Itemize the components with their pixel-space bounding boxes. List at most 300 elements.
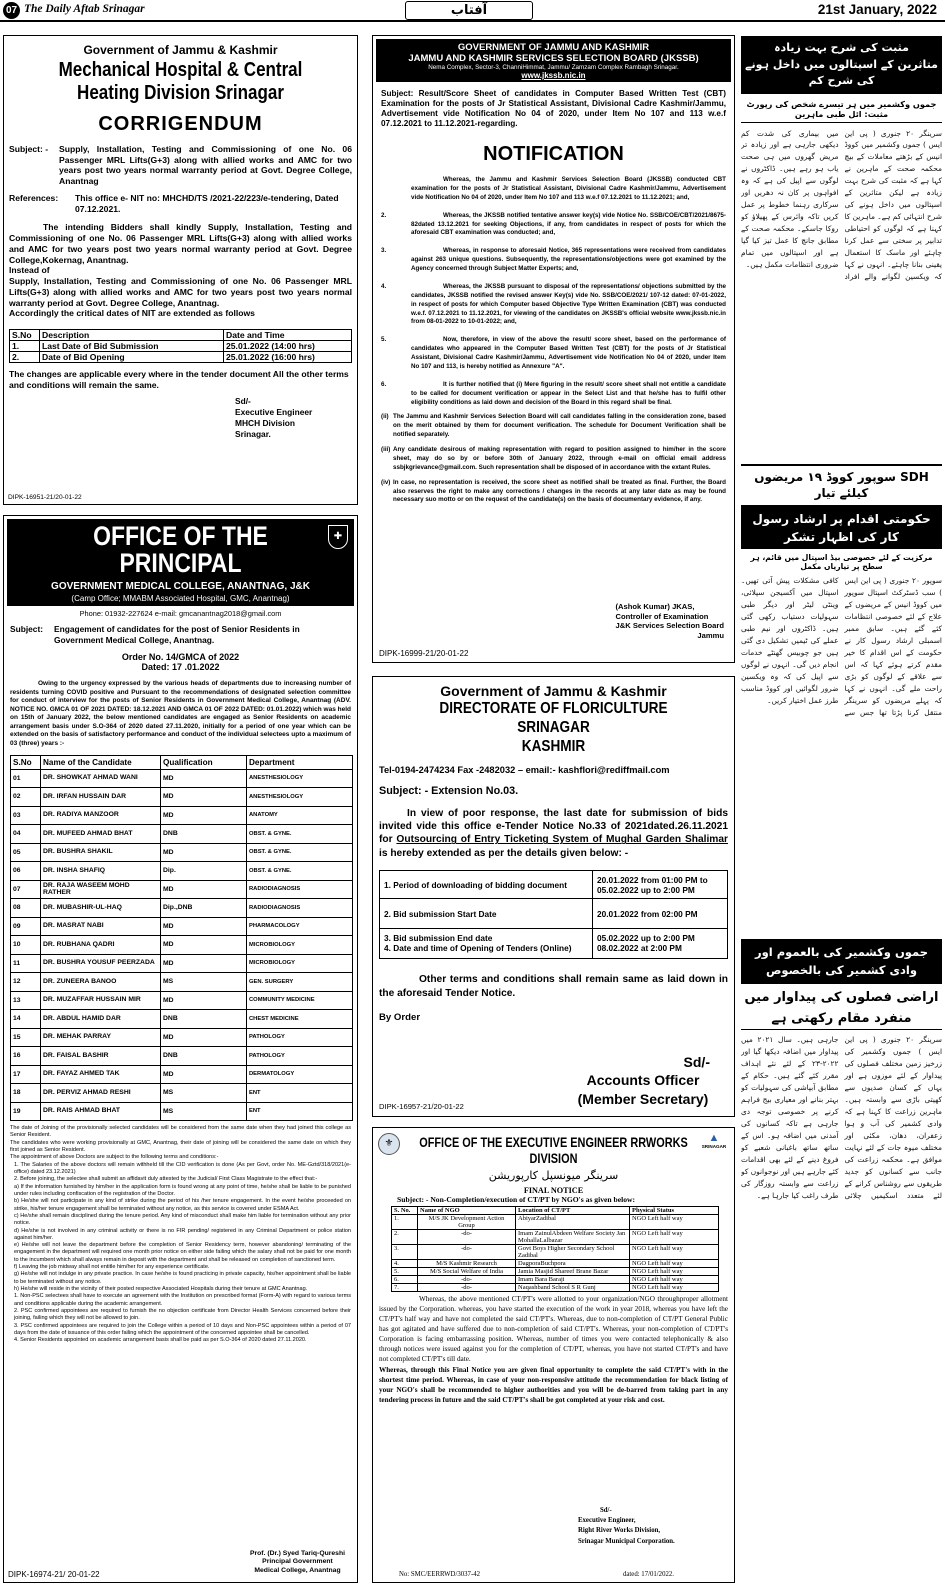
table-cell: 10	[11, 936, 41, 955]
urdu-h3a: جموں وکشمیر کی بالعموم اور وادی کشمیر کی بالخصوص	[755, 945, 928, 978]
th-sno: S.No	[10, 330, 40, 341]
table-cell: DR. MEHAK PARRAY	[41, 1028, 161, 1047]
rrw-dated: dated: 17/01/2022.	[623, 1571, 674, 1578]
sign-line: Sd/-	[683, 1054, 710, 1070]
smc-logo	[700, 1132, 728, 1149]
urdu-headline-3	[741, 939, 942, 984]
table-cell: M/S Social Welfare of India	[418, 1268, 516, 1276]
table-cell: 25.01.2022 (14:00 hrs)	[224, 341, 352, 352]
notification-paragraph	[381, 176, 726, 203]
table-cell: MD	[161, 806, 247, 825]
term-item: c) He/she shall remain disciplined during the tenure period. Any kind of misconduct shall make him liable for termination without any prior notice.	[14, 1212, 351, 1227]
table-cell: Date of Bid Opening	[40, 352, 224, 363]
table-cell: RADIODIAGNOSIS	[247, 880, 353, 899]
term-item: 1. The Salaries of the above doctors will remain withheld till the CID verification is done (As per Govt, order No. ME-Gztd/318/2021(e-office) dated 23.12.2021)	[14, 1161, 351, 1175]
term-item: a) If the information furnished by him/her in the application form is found wrong at any point of time, he/she shall be liable to be punished under rules including confiscation of the registration of the Doctor.	[14, 1183, 351, 1197]
table-cell: Dip.,DNB	[161, 899, 247, 918]
table-cell: 16	[11, 1047, 41, 1066]
mhch-body4: Accordingly the critical dates of NIT are extended as follows	[9, 308, 255, 319]
paragraph-text: The Jammu and Kashmir Services Selection Board will call candidates falling in the consideration zone, based on the merit obtained by them for document verification. The schedule for Document Verification shall be notified separately.	[393, 413, 726, 439]
table-cell: NGO Left half way	[630, 1215, 719, 1230]
table-row	[11, 1065, 353, 1084]
paragraph-number	[381, 176, 411, 203]
table-cell: MD	[161, 1028, 247, 1047]
table-cell: 07	[11, 880, 41, 899]
table-row	[11, 973, 353, 992]
gmc-table-body	[11, 769, 353, 1121]
urdu-h3b: اراضی فصلوں کی پیداوار میں منفرد مقام رکھتی ہے	[741, 988, 942, 1031]
sign-line: Executive Engineer	[235, 407, 313, 418]
table-row	[392, 1268, 719, 1276]
gmc-candidates-table	[10, 755, 353, 1122]
mhch-body1: The intending Bidders shall kindly Supply, Installation, Testing and Commissioning of one No. 06 Passenger MRL Lifts(G+3) along with allied works and AMC for two years post two years normal warranty period at Govt. Degree College,Kokernag, Anantnag.	[9, 222, 352, 265]
table-cell: GEN. SURGERY	[247, 973, 353, 992]
table-row	[392, 1276, 719, 1284]
sign-line: Principal Government	[262, 1558, 333, 1566]
paragraph-number: 3.	[381, 247, 387, 255]
table-cell: 03	[11, 806, 41, 825]
gmc-order-ad	[3, 515, 358, 1583]
table-cell: 2. Bid submission Start Date	[380, 899, 593, 929]
paragraph-number: (ii)	[381, 413, 389, 421]
table-row	[11, 825, 353, 844]
mhch-subject-label: Subject: -	[9, 144, 49, 154]
urdu-headline-1	[741, 36, 942, 94]
table-cell: MICROBIOLOGY	[247, 954, 353, 973]
mhch-govt: Government of Jammu & Kashmir	[83, 43, 278, 57]
mhch-body3: Supply, Installation, Testing and Commissioning of one No. 06 Passenger MRL Lifts(G+3) along with allied works and AMC for two years post two years normal warranty period at Govt. Degree College, Anantnag.	[9, 276, 352, 308]
page-header	[0, 0, 945, 22]
table-cell: 3. Bid submission End date 4. Date and time of Opening of Tenders (Online)	[380, 929, 593, 959]
jkssb-notification-ad	[372, 35, 735, 663]
table-cell: ENT	[247, 1084, 353, 1103]
table-cell: MD	[161, 769, 247, 788]
term-item: b) He/she will not participate in any kind of strike during the period of his /her tenure engagement. In the event he/she proceeded on strike, his/her tenure engagement shall be terminated without any notice, as this service is covered under ESMA Act.	[14, 1198, 351, 1212]
rrworks-notice-ad	[372, 1127, 735, 1583]
term-item: 2. PSC confirmed appointees are required to furnish the no objection certificate from Director Health Services concerned before their joining, failing which they will not be allowed to join.	[14, 1307, 351, 1322]
rrw-body-bold: Whereas, through this Final Notice you are given final opportunity to complete the said CT/PT's with in the shortest time period. Whereas, in case of your non-responsive attitude the recommendation for black listing of your NGO's shall be recommended to higher authorities and you will be de-barred from taking part in any tendering process in future and the said CT/PT's shall be got completed at your risk and cost.	[379, 1365, 728, 1404]
table-cell: -do-	[418, 1284, 516, 1292]
paragraph-text: It is further notified that (i) Mere figuring in the result/ score sheet shall not entitle a candidate to be called for document verification or appear in the Select List and that he/she has to fulfil other eligibility conditions as laid down and decision of the Board in this regard shall be final.	[411, 380, 726, 406]
table-cell: PATHOLOGY	[247, 1028, 353, 1047]
table-cell: 6.	[392, 1276, 418, 1284]
table-row	[11, 954, 353, 973]
table-cell: DR. FAISAL BASHIR	[41, 1047, 161, 1066]
term-item: d) He/she is not involved in any criminal activity or there is no FIR pending/ registered in any Criminal Department or police station against him/her.	[14, 1227, 351, 1241]
table-cell: DR. MASRAT NABI	[41, 917, 161, 936]
table-cell: 15	[11, 1028, 41, 1047]
table-cell: DagporaBuchpora	[516, 1260, 630, 1268]
urdu-h2a: SDH سوپور کووڈ ۱۹ مریضوں کیلئے تیار	[754, 469, 929, 501]
sign-line: Medical College, Anantnag	[254, 1567, 341, 1575]
table-row	[11, 899, 353, 918]
table-row	[11, 880, 353, 899]
mhch-title: Mechanical Hospital & Central Heating Division Srinagar	[58, 59, 303, 104]
table-cell: 18	[11, 1084, 41, 1103]
table-cell: DR. IRFAN HUSSAIN DAR	[41, 788, 161, 807]
rrw-no: No: SMC/EERRWD/3037-42	[399, 1571, 481, 1578]
table-cell: M/S JK Development Action Group	[418, 1215, 516, 1230]
gmc-banner	[7, 519, 354, 606]
table-row	[11, 1102, 353, 1121]
th-status: Physical Status	[630, 1207, 719, 1215]
table-cell: 20.01.2022 from 02:00 PM	[593, 899, 728, 929]
table-cell: 3.	[392, 1245, 418, 1260]
table-cell: Govt Boys Higher Secondary School Zadibal	[516, 1245, 630, 1260]
table-cell: NGO Left half way	[630, 1260, 719, 1268]
gmc-intro: Owing to the urgency expressed by the various heads of departments due to increasing number of residents turning COVID positive and Pursuant to the recommendations of designated selection committee for conduct of interview for the posts of Senior Residents in Government Medical College, Anantnag (ADV. NOTICE NO. GMCA 01 OF 2021 DATED: 18.12.2021 AND GMCA 01 OF 2022 DATED: 01.01.2022) which was held on 15th of January 2022, the below mentioned candidates are engaged as Senior Residents on academic arrangement basis under S.O-364 of 2020 dated 27.11.2020, initially for a period of one year which can be extended on the basis of satisfactory performance and conduct of the individual selectees upto a maximum of 03 (three) years :-	[10, 680, 351, 748]
jkssb-paragraphs	[373, 176, 734, 505]
urdu-article-1: سرینگر ۲۰ جنوری ( پی این ایس ) جموں وکشمیر میں کووڈ انیس کے بڑھتے معاملات کے بیچ محکمہ صحت کے ماہرین نے کہا ہے کہ مثبت کی شرح بہت زیادہ ہے لیکن متاثرین کے اسپتالوں میں داخل ہونے کی شرح انتہائی کم ہے۔ ماہرین کا کہنا ہے کہ لوگوں کو احتیاطی تدابیر پر سختی سے عمل کرنا چاہئے اور ماسک کا استعمال یقینی بنانا چاہئے۔ انہوں نے کہا کہ ویکسین لگوانے والے افراد میں بیماری کی شدت کم دیکھی جارہی ہے اور زیادہ تر مریض گھروں میں ہی صحت یاب ہو رہے ہیں۔ ڈاکٹروں نے لوگوں سے اپیل کی ہے کہ وہ افواہوں پر کان نہ دھریں اور سرکاری رہنما خطوط پر عمل کریں تاکہ وائرس کے پھیلاؤ کو روکا جاسکے۔ محکمہ صحت کے مطابق جانچ کا عمل تیز کیا گیا ہے اور اسپتالوں میں تمام ضروری انتظامات مکمل ہیں۔	[741, 128, 942, 282]
table-cell: DNB	[161, 825, 247, 844]
gmc-title: OFFICE OF THE PRINCIPAL	[93, 521, 268, 578]
table-cell: MD	[161, 917, 247, 936]
rrw-ngo-table	[391, 1206, 719, 1292]
urdu-article-2: سوپور ۲۰ جنوری ( پی این ایس ) سب ڈسٹرکٹ اسپتال سوپور میں کووڈ انیس کے مریضوں کے علاج کے لئے خصوصی انتظامات کئے گئے ہیں۔ سابق ممبر اسمبلی ارشاد رسول کار نے حکومت کے اس اقدام کا خیر مقدم کرتے ہوئے کہا کہ اس سے علاقے کے لوگوں کو بڑی راحت ملے گی۔ انہوں نے کہا کہ پہلے مریضوں کو سرینگر منتقل کرنا پڑتا تھا جس سے کافی مشکلات پیش آتی تھیں۔ اسپتال میں آکسیجن سپلائی، وینٹی لیٹر اور دیگر طبی سہولیات دستیاب رکھی گئی ہیں۔ ڈاکٹروں اور نیم طبی عملے کی ٹیمیں تشکیل دی گئی ہیں جو چوبیس گھنٹے خدمات انجام دیں گی۔ انہوں نے لوگوں سے اپیل کی کہ وہ ویکسین ضرور لگوائیں اور کووڈ مناسب طرز عمل اختیار کریں۔	[741, 576, 942, 717]
table-cell: 08	[11, 899, 41, 918]
gmc-emblem-icon: ✚	[328, 525, 348, 549]
jkssb-board: JAMMU AND KASHMIR SERVICES SELECTION BOARD (JKSSB)	[408, 53, 699, 64]
gmc-subject-label: Subject:	[10, 624, 44, 634]
sign-line: (Ashok Kumar) JKAS,	[615, 602, 695, 611]
jkssb-govt: GOVERNMENT OF JAMMU AND KASHMIR	[457, 42, 650, 53]
table-row	[11, 862, 353, 881]
table-cell: Naqashband School S R Gunj	[516, 1284, 630, 1292]
term-item: The date of Joining of the provisionally selected candidates will be considered from the same date when they had joined this college as Senior Resident.	[10, 1125, 351, 1139]
flori-subject: Subject: - Extension No.03.	[379, 784, 519, 797]
table-cell: MD	[161, 954, 247, 973]
gmc-phone: Phone: 01932-227624 e-mail: gmcanantnag2018@gmail.com	[79, 609, 282, 618]
table-row	[11, 806, 353, 825]
paragraph-number: 2.	[381, 211, 387, 219]
table-cell: OBST. & GYNE.	[247, 843, 353, 862]
table-cell: MS	[161, 973, 247, 992]
table-cell: 20.01.2022 from 01:00 PM to 05.02.2022 up to 2:00 PM	[593, 871, 728, 899]
mhch-dates-table	[9, 329, 352, 363]
rrw-body: Whereas, the above mentioned CT/PT's were allotted to your organization/NGO throughproper allotment issued by the Corporation. whereas, you have started the execution of the work in year 2018, whereas you have left the CT/PT's half way and have not completed the said CT/PT's. Whereas, due to non-completion of CT/PT General Public has got agitated and have suffered due to non-completion of said CT/PT's. Whereas, your non-completion of CT/PT's Corporation is facing embarrassing position. Whereas, number of times you were contacted telephonically & also through notices were issued against you for the completion of CT/PT, whereas, you have not started CT/PT's and have not completed CT/PT's till date.	[379, 1295, 728, 1364]
flori-dir1: DIRECTORATE OF FLORICULTURE SRINAGAR	[439, 700, 668, 737]
rrw-subject: Subject: - Non-Completion/execution of CT/PT by NGO's as given below:	[397, 1195, 636, 1204]
gmc-signature	[250, 1550, 345, 1576]
th-name: Name of the Candidate	[41, 755, 161, 769]
table-cell: Last Date of Bid Submission	[40, 341, 224, 352]
flori-dipk: DIPK-16957-21/20-01-22	[379, 1102, 464, 1111]
smc-logo-icon: ▲	[708, 1132, 720, 1144]
sign-line: Srinagar Municipal Corporation.	[578, 1537, 675, 1545]
issue-date: 21st January, 2022	[817, 2, 937, 17]
table-cell: DR. MUFEED AHMAD BHAT	[41, 825, 161, 844]
table-cell: 19	[11, 1102, 41, 1121]
table-row	[11, 1010, 353, 1029]
paragraph-number: 6.	[381, 380, 387, 388]
mhch-ref: This office e- NIT no: MHCHD/TS /2021-22/223/e-tendering, Dated 07.12.2021.	[75, 192, 339, 214]
mhch-signature	[235, 396, 352, 440]
mhch-body2: Instead of	[9, 265, 50, 276]
gmc-sub: GOVERNMENT MEDICAL COLLEGE, ANANTNAG, J&K	[51, 581, 310, 592]
flori-other: Other terms and conditions shall remain same as laid down in the aforesaid Tender Notice.	[379, 974, 728, 999]
urdu-article-3: سرینگر ۲۰ جنوری ( پی این ایس ) جموں وکشمیر کی زرخیز زمین مختلف فصلوں کی پیداوار کے لئے موزوں ہے اور یہاں کے کسان صدیوں سے کھیتی باڑی سے وابستہ ہیں۔ ماہرین زراعت کا کہنا ہے کہ وادی کشمیر کی آب و ہوا زعفران، دھان، مکئی اور مختلف میوہ جات کے لئے نہایت موافق ہے۔ محکمہ زراعت کی جانب سے کسانوں کو جدید طریقوں سے روشناس کرانے کے لئے متعدد اسکیمیں چلائی جارہی ہیں۔ سال ۲۰۲۱ میں پیداوار میں اضافہ دیکھا گیا اور ۲۰۲۲-۲۳ کے لئے نئے اہداف مقرر کئے گئے ہیں۔ حکام کے مطابق آبپاشی کی سہولیات کو بہتر بنانے اور معیاری بیج فراہم کرنے پر خصوصی توجہ دی جارہی ہے تاکہ کسانوں کی آمدنی میں اضافہ ہو۔ اس کے ساتھ ساتھ باغبانی شعبے کو فروغ دینے کے لئے بھی اقدامات کئے جارہے ہیں اور نوجوانوں کو زراعت سے وابستہ روزگار کی طرف راغب کیا جارہا ہے۔	[741, 1035, 942, 1201]
jkssb-heading: NOTIFICATION	[483, 143, 624, 165]
table-cell: MS	[161, 1084, 247, 1103]
jkssb-addr: Nema Complex, Sector-3, ChanniHimmat, Jammu/ Zamzam Complex Rambagh Srinagar.	[428, 64, 679, 71]
table-cell: Imam Bara Baraji	[516, 1276, 630, 1284]
paper-name: The Daily Aftab Srinagar	[24, 3, 145, 15]
table-cell: 05	[11, 843, 41, 862]
table-cell: NGO Left half way	[630, 1268, 719, 1276]
table-cell: Jamia Masjid Shareef Brane Bazar	[516, 1268, 630, 1276]
table-row	[11, 788, 353, 807]
term-item: The appointment of above Doctors are subject to the following terms and conditions:-	[10, 1154, 219, 1161]
rrw-table-body	[392, 1215, 719, 1292]
gmc-order-no: Order No. 14/GMCA of 2022	[121, 652, 240, 662]
gmc-dated: Dated: 17 .01.2022	[141, 662, 220, 672]
flori-tel: Tel-0194-2474234 Fax -2482032 – email:- kashflori@rediffmail.com	[379, 764, 670, 775]
table-cell: -do-	[418, 1230, 516, 1245]
table-cell: MD	[161, 991, 247, 1010]
table-cell: DERMATOLOGY	[247, 1065, 353, 1084]
th-sno: S. No.	[392, 1207, 418, 1215]
masthead-logo: آفتاب	[405, 1, 533, 20]
table-cell: NGO Left half way	[630, 1230, 719, 1245]
table-cell: CHEST MEDICINE	[247, 1010, 353, 1029]
table-cell: MD	[161, 936, 247, 955]
gmc-subject: Engagement of candidates for the post of Senior Residents in Government Medical College, Anantnag.	[54, 624, 300, 645]
sign-line: Sd/-	[235, 396, 251, 407]
table-cell: -do-	[418, 1245, 516, 1260]
notification-paragraph	[381, 413, 726, 440]
urdu-news-column	[741, 26, 942, 1583]
table-cell: 04	[11, 825, 41, 844]
paragraph-number: 4.	[381, 282, 387, 290]
table-cell: 14	[11, 1010, 41, 1029]
table-cell: Dip.	[161, 862, 247, 881]
table-cell: DR. ABDUL HAMID DAR	[41, 1010, 161, 1029]
table-cell: MICROBIOLOGY	[247, 936, 353, 955]
table-cell: 4.	[392, 1260, 418, 1268]
flori-dir2: KASHMIR	[521, 738, 586, 756]
th-date: Date and Time	[224, 330, 352, 341]
table-cell: OBST. & GYNE.	[247, 825, 353, 844]
jkssb-banner	[376, 39, 731, 82]
table-cell: DR. ZUNEERA BANOO	[41, 973, 161, 992]
table-cell: DR. RADIYA MANZOOR	[41, 806, 161, 825]
flori-signature	[558, 1053, 728, 1108]
table-cell: 7.	[392, 1284, 418, 1292]
notification-paragraph	[381, 479, 726, 506]
sign-line: Sd/-	[600, 1507, 612, 1514]
paragraph-text: Whereas, the Jammu and Kashmir Services Selection Board (JKSSB) conducted CBT examination for the posts of Jr Statistical Assistant, Divisional Cadre Kashmir/Jammu, Advertisement vide Notification No 04 of 2020, under Item No 107 and 113 w.e.f 07.12.2021 to 11.12.2021; and,	[411, 176, 726, 201]
table-cell: M/S Kashmir Research	[418, 1260, 516, 1268]
notification-paragraph	[381, 336, 726, 372]
flori-by-order: By Order	[379, 1012, 421, 1024]
urdu-h1a: مثبت کی شرح بہت زیادہ	[774, 41, 909, 54]
mhch-corrigendum-ad	[3, 35, 358, 505]
mhch-dipk: DIPK-16951-21/20-01-22	[8, 494, 82, 501]
table-row	[11, 769, 353, 788]
notification-paragraph	[381, 283, 726, 327]
sign-line: Right River Works Division,	[578, 1527, 661, 1535]
sign-line: Controller of Examination	[615, 611, 709, 621]
mhch-closing: The changes are applicable every where in the tender document All the other terms and conditions will remain the same.	[9, 369, 349, 390]
table-cell: DR. BUSHRA SHAKIL	[41, 843, 161, 862]
paragraph-number: (iv)	[381, 478, 391, 486]
urdu-headline-2b	[741, 507, 942, 549]
term-item: e) He/she will not leave the department before the completion of Senior Residency term, however abandoning/ terminating of the engagement in the department will required one month prior notice on either side failing which the salary shall not be paid for one month to the incumbent which shall always remain in deposit with the department and shall be released on completion of sanctioned term.	[14, 1242, 351, 1263]
th-sno: S.No	[11, 755, 41, 769]
urdu-headline-2	[741, 464, 942, 508]
paragraph-text: Whereas, in response to aforesaid Notice, 365 representations were received from candidates against 263 unique questions. Subsequently, the representations/objections were got examined by the Agency concerned through Subject Matter Experts; and,	[411, 247, 726, 272]
sign-line: MHCH Division	[235, 418, 296, 429]
table-cell: MD	[161, 843, 247, 862]
rrw-final-notice: FINAL NOTICE	[523, 1186, 584, 1195]
table-cell: 1. Period of downloading of bidding document	[380, 871, 593, 899]
table-cell: 1.	[10, 341, 40, 352]
paragraph-number: 5.	[381, 336, 387, 344]
table-cell: Imam ZainulAbdeen Welfare Society Jan MohallaLalbazar	[516, 1230, 630, 1245]
notification-paragraph	[381, 247, 726, 274]
table-cell: -do-	[418, 1276, 516, 1284]
table-cell: AbiyarZadibal	[516, 1215, 630, 1230]
table-cell: DR. MUZAFFAR HUSSAIN MIR	[41, 991, 161, 1010]
table-cell: 1.	[392, 1215, 418, 1230]
flori-dates-table	[379, 870, 728, 959]
table-cell: 09	[11, 917, 41, 936]
jkssb-dipk: DIPK-16999-21/20-01-22	[379, 649, 469, 658]
table-cell: 13	[11, 991, 41, 1010]
paragraph-number: (iii)	[381, 446, 391, 453]
table-row	[392, 1284, 719, 1292]
table-cell: ANESTHESIOLOGY	[247, 769, 353, 788]
table-cell: ANATOMY	[247, 806, 353, 825]
table-cell: DNB	[161, 1047, 247, 1066]
table-row	[11, 1084, 353, 1103]
table-cell: DR. BUSHRA YOUSUF PEERZADA	[41, 954, 161, 973]
mhch-subject: Supply, Installation, Testing and Commissioning of one No. 06 Passenger MRL Lifts(G+3) along with allied works and AMC for two years post two years normal warranty period at Govt. Degree College, Anantnag	[59, 144, 352, 187]
sign-line: Accounts Officer	[586, 1072, 700, 1089]
mhch-ref-label: References:	[9, 192, 59, 203]
table-cell: ANESTHESIOLOGY	[247, 788, 353, 807]
term-item: 1. Non-PSC selectees shall have to execute an agreement with the Institution on prescribed format (Form-A) with regard to various terms and conditions applicable during the academic arrangement.	[14, 1293, 351, 1307]
table-cell: 2.	[392, 1230, 418, 1245]
table-row	[392, 1215, 719, 1230]
table-cell: 06	[11, 862, 41, 881]
table-cell: DR. FAYAZ AHMED TAK	[41, 1065, 161, 1084]
flori-body-underlined: Outsourcing of Entry Ticketing System of Mughal Garden Shalimar	[396, 834, 728, 846]
table-cell: DR. PERVIZ AHMAD RESHI	[41, 1084, 161, 1103]
mhch-corrigendum-heading: CORRIGENDUM	[98, 113, 263, 135]
table-cell: 5.	[392, 1268, 418, 1276]
gmc-terms	[4, 1121, 357, 1344]
table-cell: 02	[11, 788, 41, 807]
paragraph-text: Whereas, the JKSSB notified tentative answer key(s) vide Notice No. SSB/COE/CBT/2021/8675-82dated 13.12.2021 for seeking Objections, if any, from candidates in respect of posts for which the aforesaid CBT examination was conducted; and,	[411, 211, 726, 237]
table-cell: MS	[161, 1102, 247, 1121]
table-cell: MD	[161, 1065, 247, 1084]
table-cell: 05.02.2022 up to 2:00 PM 08.02.2022 at 2:00 PM	[593, 929, 728, 959]
jkssb-signature	[616, 602, 724, 641]
flori-body	[379, 807, 728, 861]
th-desc: Description	[40, 330, 224, 341]
table-cell: DNB	[161, 1010, 247, 1029]
notification-paragraph	[381, 212, 726, 239]
term-item: 3. PSC confirmed appointees are required to join the College within a period of 10 days and Non-PSC appointees within a period of 07 days from the date of issuance of this order failing which the appointment of the concerned appointee shall be cancelled.	[14, 1322, 351, 1336]
sign-line: Executive Engineer,	[578, 1517, 636, 1525]
flori-govt: Government of Jammu & Kashmir	[440, 683, 667, 699]
table-row	[11, 1028, 353, 1047]
urdu-h1b: متاثرین کے اسپتالوں میں داخل ہونے کی شرح کم	[745, 57, 938, 87]
page-number: 07	[3, 2, 20, 19]
table-cell: NGO Left half way	[630, 1245, 719, 1260]
table-cell: ENT	[247, 1102, 353, 1121]
urdu-h2b: حکومتی اقدام پر ارشاد رسول کار کی اظہار تشکر	[752, 512, 931, 545]
rrw-urdu: سرینگر میونسپل کارپوریشن	[488, 1169, 619, 1182]
notification-paragraph	[381, 381, 726, 408]
table-cell: DR. SHOWKAT AHMAD WANI	[41, 769, 161, 788]
table-cell: DR. MUBASHIR-UL-HAQ	[41, 899, 161, 918]
sign-line: (Member Secretary)	[577, 1090, 709, 1107]
gmc-camp: (Camp Office; MMABM Associated Hospital, GMC, Anantnag)	[71, 594, 290, 603]
table-cell: NGO Left half way	[630, 1284, 719, 1292]
table-cell: COMMUNITY MEDICINE	[247, 991, 353, 1010]
rrw-title: OFFICE OF THE EXECUTIVE ENGINEER RRWORKS DIVISION	[419, 1134, 688, 1166]
jkssb-subject: Subject: Result/Score Sheet of candidates in Computer Based Written Test (CBT) Examination for the posts of Jr Statistical Assistant, Divisional Cadre Kashmir/Jammu, Advertisement vide Notification No 04 of 2020, under Item No 107 and 113 w.e.f 07.12.2021 to 11.12.2021-regarding.	[381, 89, 726, 128]
table-cell: DR. INSHA SHAFIQ	[41, 862, 161, 881]
table-cell: 2.	[10, 352, 40, 363]
sign-line: Prof. (Dr.) Syed Tariq-Qureshi	[249, 1549, 345, 1557]
table-cell: RADIODIAGNOSIS	[247, 899, 353, 918]
term-item: g) He/she will not indulge in any private practice. In case he/she is found practicing in private capacity, his/her appointment shall be liable to be terminated without any notice.	[14, 1271, 351, 1285]
th-qual: Qualification	[161, 755, 247, 769]
term-item: f) Leaving the job midway shall not entitle him/her for any experience certificate.	[14, 1264, 210, 1271]
paragraph-text: Any candidate desirous of making representation with regard to position assigned to him/her in the score sheet, may do so by or before 30th of January 2022, through e-mail on official email address ssbjkgrievance@gmail.com. Such representation shall be disposed of in accordance with the extant Rules.	[393, 446, 726, 471]
table-cell: DR. RAIS AHMAD BHAT	[41, 1102, 161, 1121]
table-cell: MD	[161, 880, 247, 899]
table-cell: 01	[11, 769, 41, 788]
urdu-sub2: مرکزیت کے لئے خصوصی بیڈ اسپتال میں قائم، ہر سطح پر تیاریاں مکمل	[750, 553, 933, 572]
jkssb-website-link[interactable]: www.jkssb.nic.in	[521, 71, 586, 80]
paragraph-text: Now, therefore, in view of the above the result/ score sheet, based on the performance of candidates who appeared in the Computer Based Written Test (CBT) for the posts of Jr Statistical Assistant, Divisional Cadre Kashmir/Jammu, Advertisement vide Notification No 04 of 2020, under Item No 107 and 113, is hereby notified as Annexure "A".	[411, 336, 726, 370]
table-row	[11, 1047, 353, 1066]
table-row	[392, 1260, 719, 1268]
th-ngo: Name of NGO	[418, 1207, 516, 1215]
sign-line: Jammu	[697, 631, 724, 641]
term-item: 2. Before joining, the selectee shall submit an affidavit duly attested by the Judicial/ First Class Magistrate to the effect that:-	[14, 1176, 318, 1183]
table-cell: 11	[11, 954, 41, 973]
notification-paragraph	[381, 446, 726, 473]
table-row	[11, 991, 353, 1010]
table-cell: NGO Left half way	[630, 1276, 719, 1284]
paragraph-text: In case, no representation is received, the score sheet as notified shall be treated as final. Further, the Board also reserves the right to make any corrections / changes in the records at any later date as may be found necessary suo motto or on the request of the candidate(s) on the basis of documentary evidence, if any.	[393, 478, 726, 504]
table-cell: 17	[11, 1065, 41, 1084]
table-cell: PHARMACOLOGY	[247, 917, 353, 936]
gmc-dipk: DIPK-16974-21/ 20-01-22	[8, 1570, 100, 1579]
flori-body-post: is hereby extended as per the details given below: -	[379, 847, 629, 859]
paragraph-text: Whereas, the JKSSB pursuant to disposal of the representations/ objections submitted by the candidates, JKSSB notified the revised answer Key(s) vide No. SSB/COE/2021/ 107-12 dated: 07-01-2022, in respect of posts for which Computer based Objective Type Written Examination (CBT) was conducted w.e.f. 07.12.2021 to 11.12.2021, for viewing of the candidates on JKSSB's official website www.jkssb.nic.in from 08-01-2022 to 10-01-2022; and,	[411, 282, 726, 326]
smc-logo-text: SRINAGAR	[701, 1144, 727, 1149]
sign-line: J&K Services Selection Board	[615, 621, 724, 631]
table-cell: 25.01.2022 (16:00 hrs)	[224, 352, 352, 363]
table-cell: DR. RUBHANA QADRI	[41, 936, 161, 955]
sign-line: Srinagar.	[235, 429, 271, 440]
table-row	[11, 843, 353, 862]
term-item: h) He/she will reside in the vicinity of their posted respective Associated Hospitals during their tenure at GMC Anantnag.	[14, 1286, 308, 1292]
table-cell: PATHOLOGY	[247, 1047, 353, 1066]
floriculture-ad	[372, 676, 735, 1117]
table-row	[11, 936, 353, 955]
th-dept: Department	[247, 755, 353, 769]
table-cell: OBST. & GYNE.	[247, 862, 353, 881]
flori-body-pre: In view of poor response, the last date for submission of bids invited vide this office e-Tender Notice No.33 of 2021dated.26.11.2021 for	[379, 807, 728, 846]
table-row	[11, 917, 353, 936]
